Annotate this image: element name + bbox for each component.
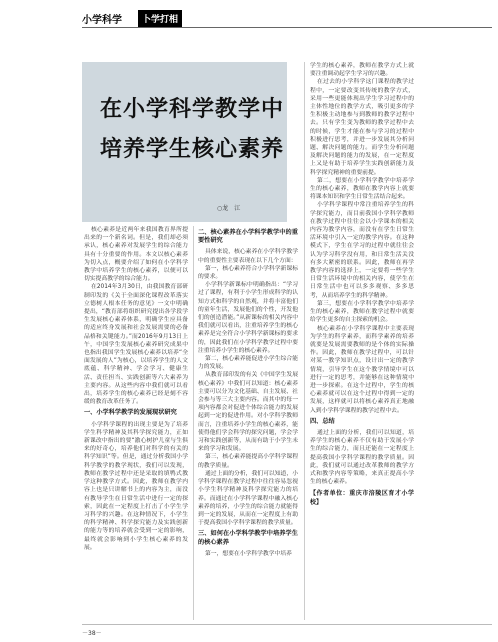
column-divider — [304, 62, 305, 620]
section-heading: 二、核心素养在小学科学教学中的重要性研究 — [198, 229, 298, 245]
paragraph: 第二，核心素养能促进小学生综合能力的发展。 — [198, 356, 298, 371]
paragraph: 从教育部印发的有关《中国学生发展核心素养》中我们可以知道：核心素养主要可以分为文化基础、自主发展、社会参与等三大主要内容。而其中的每一项内容都会对促进个体综合能力的发展起到一定的促进作用。对小学科学教师而言，注重培养小学生的核心素养，能使得他们学会科学的探究问题，学会学习和实践创新等，从而有助于小学生未来的学习和发展。 — [198, 372, 298, 453]
page-number: －38－ — [82, 630, 102, 637]
author-affiliation: 【作者单位：重庆市涪陵区育才小学校】 — [310, 490, 414, 506]
column-1 — [84, 226, 188, 552]
paragraph: 第三，核心素养能提高小学科学课程的教学质量。 — [198, 454, 298, 469]
section-heading: 一、小学科学教学的发展现状研究 — [84, 409, 177, 417]
article-title-line-2: 培养学生核心素养 — [100, 136, 285, 162]
paragraph: 第一，核心素养符合小学科学新课标的要求。 — [198, 265, 298, 281]
section-badge: 卜学打相 — [138, 10, 182, 27]
paragraph: 在过去的小学科学这门课程的教学过程中，一定要改变其传统的教学方式，采用一些更能体现出学生学习过程中的主体性地位的教学方式，吸引更多的学生积极主动地参与到教师的教学过程中去。只有学生变为教师的教学过程中去的时候，学生才能在参与学习的过程中积极进行思考，并进一步发展其分析问题、解决问题的能力。而学生分析问题及解决问题的能力的发展，在一定程度上又是有助于培养学生实践创新能力及科学探究精神的重要前提。 — [310, 79, 414, 176]
section-heading: 四、总结 — [310, 417, 335, 425]
section-name: 小学科学 — [82, 15, 122, 26]
footer-rule — [82, 624, 492, 625]
title-block — [82, 62, 287, 222]
paragraph: 第二，想要在小学科学教学中培养学生的核心素养，教师在教学内容上就要将课本知识和学生日常生活结合起来。 — [310, 177, 414, 201]
header-rule — [82, 27, 492, 28]
article-title-line-1: 在小学科学教学中 — [100, 96, 285, 122]
column-2 — [198, 226, 298, 558]
paragraph: 通过上面的分析，我们可以知道，小学科学课程在教学过程中往往容易忽视小学生科学精神及科学探究能力的培养。而通过在小学科学课程中融入核心素养的培养，小学生的综合能力就能得到一定的发展，从而在一定程度上有助于提高我国小学科学课程的教学质量。 — [198, 470, 298, 527]
paragraph: 第一，想要在小学科学教学中培养 — [204, 550, 292, 557]
paragraph: 通过上面的分析，我们可以知道，培养学生的核心素养不仅有助于发展小学生的综合能力，而且还能在一定程度上提高我国小学科学课程的教学质量。因此，我们就可以通过改革教师的教学方式和教学内容等策略，来真正提高小学生的核心素养。 — [310, 429, 414, 486]
paragraph: 小学科学新课标中明确指出：“学习过了课程，有利于小学生形成科学的认知方式和科学的自然观，并将丰富他们的童年生活，发展他们的个性，开发他们的创造潜能。”从新课标的相关内容中我们就可以看出，注重培养学生的核心素养是完全符合小学科学新课标的要求的，因此我们在小学科学教学过程中要注重培养小学生的核心素养。 — [198, 282, 298, 354]
page-header — [82, 11, 492, 27]
column-divider — [193, 226, 194, 620]
paragraph: 小学科学课程中常注重培养学生的科学探究能力，而目前我国小学科学教师在教学过程中往往会以小学课本的相关内容为教学内容，而没有在学生日常生活环境中引入一定的教学内容。在这种模式下，学生在学习的过程中就往往会认为学习科学没有用，和日常生活关没有多大紧密的联系。因此，教师在再学教学内容的选择上，一定要将一些学生日常生活环境中的相关内容，使学生在日常生活中也可以多多观察、多多思考，从而培养学生的科学精神。 — [310, 202, 414, 299]
author: ○龙 江 — [217, 205, 241, 212]
paragraph: 在2014年3月30日，由我国教育部研制印发的《关于全面深化课程改革落实立德树人根本任务的意见》一文中明确提出，“教育部将组织研究提出各学段学生发展核心素养体系，明确学生应具备的适应终身发展和社会发展需要的必备品格和关键能力。”而2016年9月13日上午，中国学生发展核心素养研究成果中也指出我国学生发展核心素养以培养“全面发展的人”为核心，以培养学生的人文底蕴、科学精神、学会学习、健康生活、责任担当、实践创新等六大素养为主要内容。从这些内容中我们就可以看出，培养学生的核心素养已经是刻不容缓的教育改革任务了。 — [84, 284, 188, 406]
column-3 — [310, 62, 414, 507]
paragraph: 具体来说，核心素养在小学科学教学中的重要性主要表现在以下几个方面： — [198, 249, 298, 264]
paragraph: 核心素养在小学科学课程中主要表现为学生的科学素养，而科学素养的培养就要是发展需要教师的是个体的实际操作。因此，教师在教学过程中，可以针对某一教学知识点，设计出一定的教学情境，引导学生在这个教学情境中可以进行一定的思考，并能够在这种情境中进一步探索。在这个过程中，学生的核心素养就可以在这个过程中得到一定的发展，这样就可以将核心素养真正地融入到小学科学课程的教学过程中去。 — [310, 325, 414, 414]
paragraph: 小学科学课程的出现主要是为了培养学生科学精神及其科学探究能力，正如新课改中指出的要“激心树护儿童与生俱来的好奇心，培养他们对科学的有关的科学知识”等。但是，通过分析我国小学科学教学的教学现状，我们可以发现，教师在教学过程中还是采取的填鸭式教学这种教学方式。因此，教师在教学内容上也是只讲解书上的内容为主，而没有教导学生在日常生活中进行一定的探索，因此在一定程度上打击了小学生学习科学的兴趣。在这种情况下，小学生的科学精神、科学探究能力及实践创新的能力等的培养就会受到一定的影响，最终就会影响到小学生核心素养的发展。 — [84, 421, 188, 551]
paragraph: 核心素养是近两年来我国教育界所提出来的一个新名词。但是，我们却必须承认，核心素养对发展学生的综合能力具有十分重要的作用。本文以核心素养为切入点，概要介绍了如何在小学科学教学中培养学生的核心素养，以便可以切实提高教学的综合能力。 — [84, 227, 188, 283]
section-heading: 三、如何在小学科学教学中培养学生的核心素养 — [198, 530, 298, 546]
paragraph: 学生的核心素养，教师在教学方式上就要注重调动起学生学习的兴趣。 — [310, 63, 414, 78]
paragraph: 第三，想要在小学科学教学中培养学生的核心素养，教师在教学过程中就要给学生更多的自主探索的机会。 — [310, 300, 414, 324]
